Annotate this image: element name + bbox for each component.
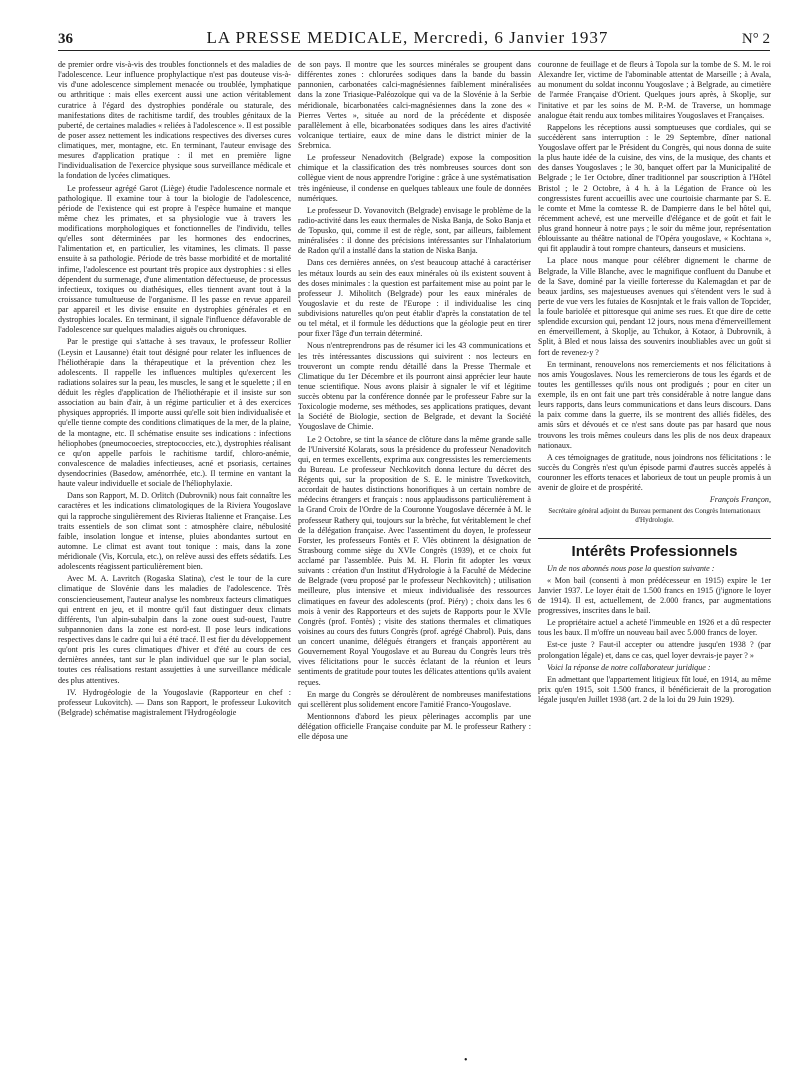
column-left <box>58 60 291 1060</box>
signature-role: Secrétaire général adjoint du Bureau permanent des Congrès Internationaux d'Hydrologie. <box>548 507 761 524</box>
issue-number: N° 2 <box>741 31 770 47</box>
column-right <box>538 60 771 1060</box>
paragraph: En marge du Congrès se déroulèrent de nombreuses manifestations qui scellèrent plus solidement encore l'amitié Franco-Yougoslave. <box>298 689 531 709</box>
paragraph: Mentionnons d'abord les pieux pèlerinages accomplis par une délégation officielle Française conduite par M. le professeur Rathery : elle déposa une <box>298 711 531 742</box>
section-title: Intérêts Professionnels <box>538 538 771 557</box>
question-paragraph: Le propriétaire actuel a acheté l'immeuble en 1926 et a dû respecter tous les baux. Il m'offre un nouveau bail avec 5.000 francs de loyer. <box>538 618 771 638</box>
paragraph: Dans son Rapport, M. D. Orlitch (Dubrovnik) nous fait connaître les caractères et les indications climatologiques de la Riviera Yougoslave qui la rapproche singulièrement des Rivieras Italienne et Française. Les traits essentiels de son climat sont : atmosphère claire, nébulosité faible, insolation longue et intense, pluies abondantes surtout en automne. Le climat est avant tout tonique : mais, dans la zone méridionale (Vis, Korcula, etc.), on relève aussi des effets sédatifs. Les adolescents réagissent particulièrement bien. <box>58 491 291 572</box>
paragraph: A ces témoignages de gratitude, nous joindrons nos félicitations : le succès du Congrès n'est qu'un épisode parmi d'autres succès appelés à couronner les efforts tenaces et laborieux de tout un peuple promis à un avenir de gloire et de prospérité. <box>538 452 771 493</box>
paragraph: Le 2 Octobre, se tint la séance de clôture dans la même grande salle de l'Université Kolarats, sous la présidence du professeur Nenadovitch qui, en termes excellents, exprima aux congressistes les remerciements du Bureau. Le professeur Nechkovitch donna lecture du décret des Régents qui, sur la proposition de S. E. le ministre Tsvetkovitch, accordait de hautes distinctions honorifiques à un certain nombre de médecins étrangers et français : nous applaudissons particulièrement à la Grand Croix de l'Ordre de la Couronne Yougoslave décernée à M. le professeur Rathery qui, toujours sur la brèche, fut véritablement le chef de la délégation française. Avec l'assentiment du doyen, le professeur Forster, les professeurs Fontès et F. Vlès obtinrent la désignation de Strasbourg comme siège du XVIe Congrès (1939), et ce choix fut acclamé par l'assemblée. Puis M. H. Florin fit adopter les vœux suivants : création d'un Institut d'Hydrologie à la Faculté de Médecine de Belgrade (vœu proposé par le professeur Nechkovitch) ; utilisation meilleure, plus intensive et mieux individualisée des ressources climatiques en faveur des adolescents (prof. Piéry) ; choix dans les 6 mois à venir des Rapporteurs et des sujets de Rapports pour le XVIe Congrès (prof. Fontès) ; visite des stations thermales et climatiques voisines au cours des futurs Congrès (prof. agrégé Chabrol). Puis, dans un concert unanime, délégués étrangers et français apportèrent au Gouvernement Royal Yougoslave et au Bureau du Congrès leurs très vives félicitations pour le succès éclatant de la réunion et leurs sentiments de gratitude pour toutes les délicates attentions qu'ils avaient reçues. <box>298 434 531 687</box>
page-header <box>58 28 770 51</box>
answer-intro: Voici la réponse de notre collaborateur juridique : <box>547 662 711 672</box>
paragraph: couronne de feuillage et de fleurs à Topola sur la tombe de S. M. le roi Alexandre Ier, victime de l'abominable attentat de Marseille ; à Avala, au monument du soldat inconnu Yougoslave ; à Belgrade, au cimetière de l'armée Française d'Orient. Quelques jours après, à Skoplje, sur l'initative et par les soins de M. P.-M. de Traverse, un hommage analogue était rendu aux tombes militaires Yougoslaves et Françaises. <box>538 60 771 120</box>
paragraph: de son pays. Il montre que les sources minérales se groupent dans différentes zones : chlorurées sodiques dans la bande du bassin pannonien, carbonatées calci-magnésiennes faiblement minéralisées dans la zone Triasique-Paléozoïque qui va de la Slovénie à la Serbie méridionale, bicarbonatées calci-magnésiennes dans la zone des « Pierres Vertes », située au nord de la précédente et disposée parallèlement à elle, bicarbonatées sodiques dans les aires d'activité volcanique tertiaire, eaux de mine dans le district minier de la Srebrnica. <box>298 60 531 150</box>
question-intro: Un de nos abonnés nous pose la question suivante : <box>547 563 715 573</box>
paragraph: Le professeur agrégé Garot (Liège) étudie l'adolescence normale et pathologique. Il examine tour à tour la biologie de l'adolescence, période de l'existence qui est propre à l'espèce humaine et manque même chez les primates, et sa physiologie vue à travers les modifications morphologiques et fonctionnelles de l'individu, telles qu'elles sont déterminées par les hormones des endocrines, l'alimentation et, en particulier, les vitamines, les climats. Il passe ensuite à sa pathologie. Période de très basse morbidité et de mortalité infime, l'adolescence est pourtant très propice aux dystrophies : si elles dépendent du surmenage, d'une alimentation défectueuse, de processus infectieux, toxiques ou diathésiques, elles tiennent avant tout à la croissance tumultueuse de l'organisme. Il les passe en revue appareil par appareil et les divise ensuite en dystrophies générales et en dystrophies locales. En terminant, il signale l'influence défavorable de l'adolescence sur quelques maladies aiguës ou chroniques. <box>58 183 291 335</box>
paragraph: Avec M. A. Lavritch (Rogaska Slatina), c'est le tour de la cure climatique de Slovénie dans les maladies de l'adolescence. Très consciencieusement, l'auteur analyse les nombreux facteurs climatiques qui entrent en jeu, et il montre qu'il faut distinguer deux climats différents, l'un alpin-subalpin dans la zone ouest sud-ouest, l'autre subpannonien dans la zone est nord-est. Il pose leurs indications respectives dans le cadre qui lui a été tracé. Il est fier du développement qu'ont pris les cures climatiques d'hiver et d'été au cours de ces dernières années, tant sur le plan individuel que sur le plan social, toutes ces réalisations restant assujetties à une surveillance médicale des plus attentives. <box>58 574 291 685</box>
column-middle <box>298 60 531 1060</box>
question-paragraph: Est-ce juste ? Faut-il accepter ou attendre jusqu'en 1938 ? (par prolongation légale) et, dans ce cas, quel loyer devrais-je payer ? » <box>538 640 771 660</box>
page-number: 36 <box>58 31 73 47</box>
paragraph: La place nous manque pour célébrer dignement le charme de Belgrade, la Ville Blanche, avec le magnifique confluent du Danube et de la Save, dominé par la vieille forteresse du Kalemagdan et par de beaux jardins, ses majestueuses avenues qui s'étendent vers le sud à perte de vue vers les futaies de Kosnjntak et le frais vallon de Topcider, la foule bariolée et pittoresque qui anime ses rues. Et que dire de cette splendide excursion qui, pendant 12 jours, nous mena d'émerveillement en émerveillement, à Skoplje, au Tchukor, à Kotaor, à Dubrovnik, à Split, à Bled et nous laissa des souvenirs inoubliables avec un goût si fort de revenez-y ? <box>538 256 771 357</box>
answer-paragraph: En admettant que l'appartement litigieux fût loué, en 1914, au même prix qu'en 1915, soit 1.500 francs, il bénéficierait de la prorogation légale jusqu'en Juillet 1938 (art. 2 de la loi du 29 Juin 1929). <box>538 674 771 704</box>
question-paragraph: « Mon bail (consenti à mon prédécesseur en 1915) expire le 1er Janvier 1937. Le loyer était de 1.500 francs en 1915 (j'ignore le loyer de 1914). Il est, actuellement, de 2.000 francs, par augmentations progressives, inscrites dans le bail. <box>538 575 771 615</box>
page-bottom-mark: • <box>464 1055 468 1066</box>
paragraph: Le professeur D. Yovanovitch (Belgrade) envisage le problème de la radio-activité dans les eaux thermales de Niska Banja, de Soko Banja et de Topusko, qui, comme il est de règle, sont, par ailleurs, faiblement minéralisées : il donne des précisions intéressantes sur l'Inhalatorium de Radon qu'il a installé dans la station de Niska Banja. <box>298 205 531 256</box>
signature-name: François Françon, <box>709 495 771 505</box>
paragraph: Le professeur Nenadovitch (Belgrade) expose la composition chimique et la classification des très nombreuses sources dont son collègue vient de nous apprendre l'origine : grâce à une systématisation très ingénieuse, il condense en quelques tableaux une foule de données numériques. <box>298 153 531 203</box>
paragraph: En terminant, renouvelons nos remerciements et nos félicitations à nos amis Yougoslaves. Nous les remercierons de tous les égards et de toutes les gentillesses qu'ils nous ont prodigués ; pour en citer un exemple, ils en ont fait une part très considérable à notre langue dans leurs rapports, dans leurs communications et dans leurs discours. Dans la paix comme dans la guerre, ils se montrent des alliés fidèles, des amis sûrs et dévoués et ce n'est sans doute pas par hasard que nous trouvons les trois mêmes couleurs dans les plis de nos deux drapeaux nationaux. <box>538 359 771 450</box>
paragraph: Rappelons les réceptions aussi somptueuses que cordiales, qui se succédèrent sans interruption : le 29 Septembre, dîner national Yougoslave offert par le Président du Congrès, qui nous donna de suite la plus haute idée de la cuisine, des vins, de la musique, des chants et des danses Yougoslaves ; le 30, banquet offert par la Municipalité de Belgrade ; le 1er Octobre, dîner traditionnel par souscription à l'Hôtel Bristol ; le 2 Octobre, à 4 h. à la Légation de France où les congressistes furent accueillis avec une courtoisie charmante par S. E. le comte et Mme la comtesse R. de Dampierre dans le bel hôtel qui, récemment achevé, est une merveille d'élégance et de goût et fait le plus grand honneur à notre pays ; le soir du même jour, représentation éblouissante au théâtre national de l'Opéra yougoslave, « Kochtana », qui fit applaudir à tout rompre chanteurs, danseurs et musiciens. <box>538 122 771 254</box>
paragraph: Par le prestige qui s'attache à ses travaux, le professeur Rollier (Leysin et Lausanne) était tout désigné pour relater les influences de l'héliothérapie dans la thérapeutique et la prévention chez les adolescents. Il rappelle les influences multiples qu'exercent les radiations solaires sur la peau, les muscles, le sang et le squelette ; il en déduit les règles d'application de l'héliothérapie et il insiste sur son association au bain d'air, à un régime particulier et à des exercices physiques appropriés. Il importe aussi qu'elle soit bien individualisée et qu'elle tienne compte des conditions climatiques de la mer, de la plaine, de la montagne, etc. Il schématise ensuite ses indications : infections héliophobes (pneumocoecies, streptococcies, etc.), dystrophies réalisant ce qu'on appelle parfois le rachitisme tardif, chloro-anémie, convalescence de maladies infectieuses, acné et psoriasis, certaines dysendocrinies (Basedow, aménorrhée, etc.). Il termine en vantant la haute valeur individuelle et sociale de l'héliophylaxie. <box>58 337 291 489</box>
journal-title: LA PRESSE MEDICALE, Mercredi, 6 Janvier 1937 <box>206 28 609 47</box>
paragraph: de premier ordre vis-à-vis des troubles fonctionnels et des maladies de l'adolescence. Leur influence prophylactique n'est pas douteuse vis-à-vis d'une adolescence simplement menacée ou troublée, lymphatique ou arthritique : mais elles exercent aussi une action véritablement curatrice à l'égard des dystrophies pondérale ou staturale, des manifestations dites de rachitisme tardif, des troubles génitaux de la puberté, de certaines maladies « reliées à l'adolescence ». Il est possible de poser assez nettement les indications respectives des diverses cures climatiques, mer, montagne, etc. En terminant, l'auteur envisage des mesures d'application pratique : il met en première ligne l'individualisation de l'exercice physique sous surveillance médicale et la fondation de lycées climatiques. <box>58 60 291 181</box>
paragraph: Nous n'entreprendrons pas de résumer ici les 43 communications et les très intéressantes discussions qui suivirent : nos lecteurs en trouveront un compte rendu détaillé dans la Presse Thermale et Climatique du 1er Décembre et ils pourront ainsi apprécier leur haute tenue scientifique. Nous avons plaisir à signaler le vif et légitime succès obtenu par la conférence donnée par le professeur Fabre sur la Toxicologie moderne, ses méthodes, ses applications pratiques, devant la Société de Biologie, section de Belgrade, et devant la Société Yougoslave de Chimie. <box>298 341 531 432</box>
section-heading-paragraph: IV. Hydrogéologie de la Yougoslavie (Rapporteur en chef : professeur Lukovitch). — Dans son Rapport, le professeur Lukovitch (Belgrade) schématise magistralement l'Hydrogéologie <box>58 687 291 717</box>
paragraph: Dans ces dernières années, on s'est beaucoup attaché à caractériser les métaux lourds au sein des eaux minérales où ils existent souvent à des doses minimales : la question est parfaitement mise au point par le professeur J. Miholitch (Belgrade) pour les eaux minérales de Yougoslavie et du reste de l'Europe : il individualise les cinq subdivisions naturelles qu'on peut établir d'après la constatation de tel ou tel métal, et il formule les déductions que la géologie peut en tirer pour fixer l'âge d'un terrain déterminé. <box>298 258 531 339</box>
